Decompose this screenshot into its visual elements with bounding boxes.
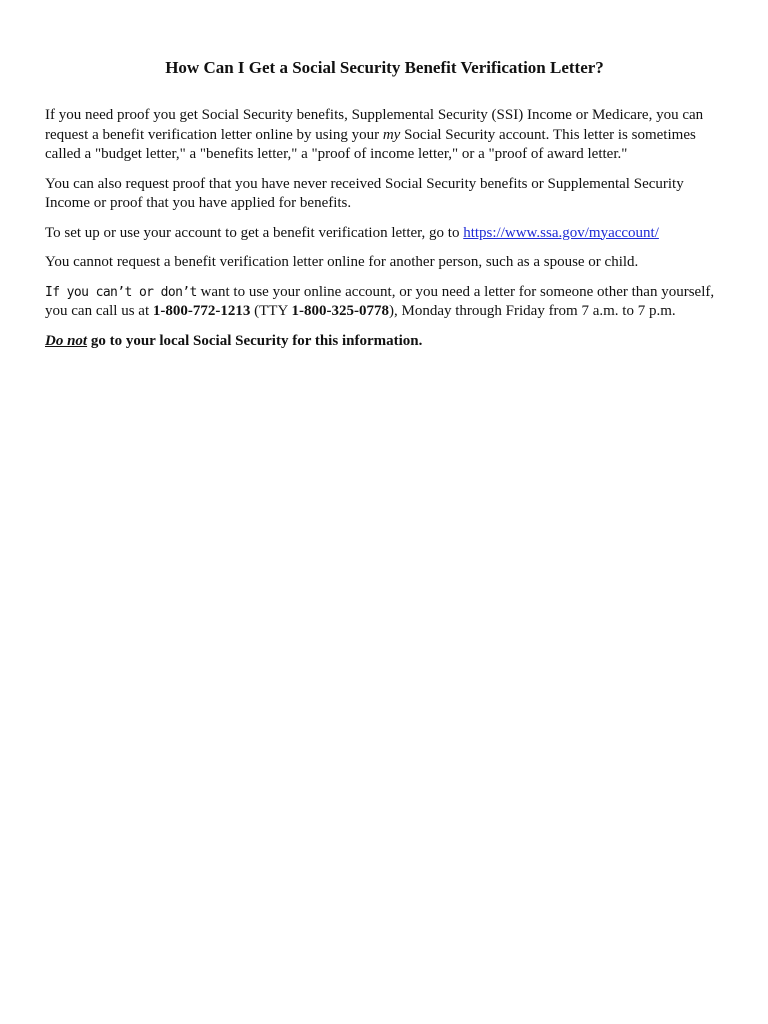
phone-number: 1-800-772-1213: [152, 303, 251, 319]
paragraph-text: Social Security account. This letter is sometimes called a "budget letter," a "benefits letter," a "proof of income letter," or a "proof of award letter.": [45, 126, 696, 162]
paragraph-another-person: You cannot request a benefit verification letter online for another person, such as a spouse or child.: [45, 254, 639, 270]
paragraph-call-us: [45, 283, 724, 322]
paragraph-never-received: You can also request proof that you have never received Social Security benefits or Supplemental Security Income or proof that you have applied for benefits.: [45, 175, 684, 211]
ssa-myaccount-link[interactable]: https://www.ssa.gov/myaccount/: [463, 224, 659, 241]
paragraph-warning: [45, 332, 724, 352]
paragraph-text: If you need proof you get Social Security benefits, Supplemental Security (SSI) Income or Medicare, you can request a benefit verification letter online by using your: [45, 107, 704, 143]
paragraph-proof-of-benefits: [45, 106, 724, 165]
paragraph-text: (TTY: [250, 303, 292, 319]
paragraph-account-setup: [45, 224, 724, 244]
paragraph-text: ), Monday through Friday from 7 a.m. to 7 p.m.: [389, 303, 676, 319]
paragraph-text: To set up or use your account to get a benefit verification letter, go to: [45, 224, 464, 241]
warning-emphasis: Do not: [45, 332, 88, 349]
paragraph-text: want to use your online account, or you need a letter for someone other than yourself, you can call us at: [45, 283, 715, 319]
warning-text: go to your local Social Security for this information.: [87, 332, 423, 349]
my-emphasis: my: [382, 126, 401, 143]
paragraph-lead-text: If you can’t or don’t: [45, 284, 197, 300]
document-title: How Can I Get a Social Security Benefit Verification Letter?: [165, 58, 604, 77]
tty-number: 1-800-325-0778: [291, 303, 389, 319]
